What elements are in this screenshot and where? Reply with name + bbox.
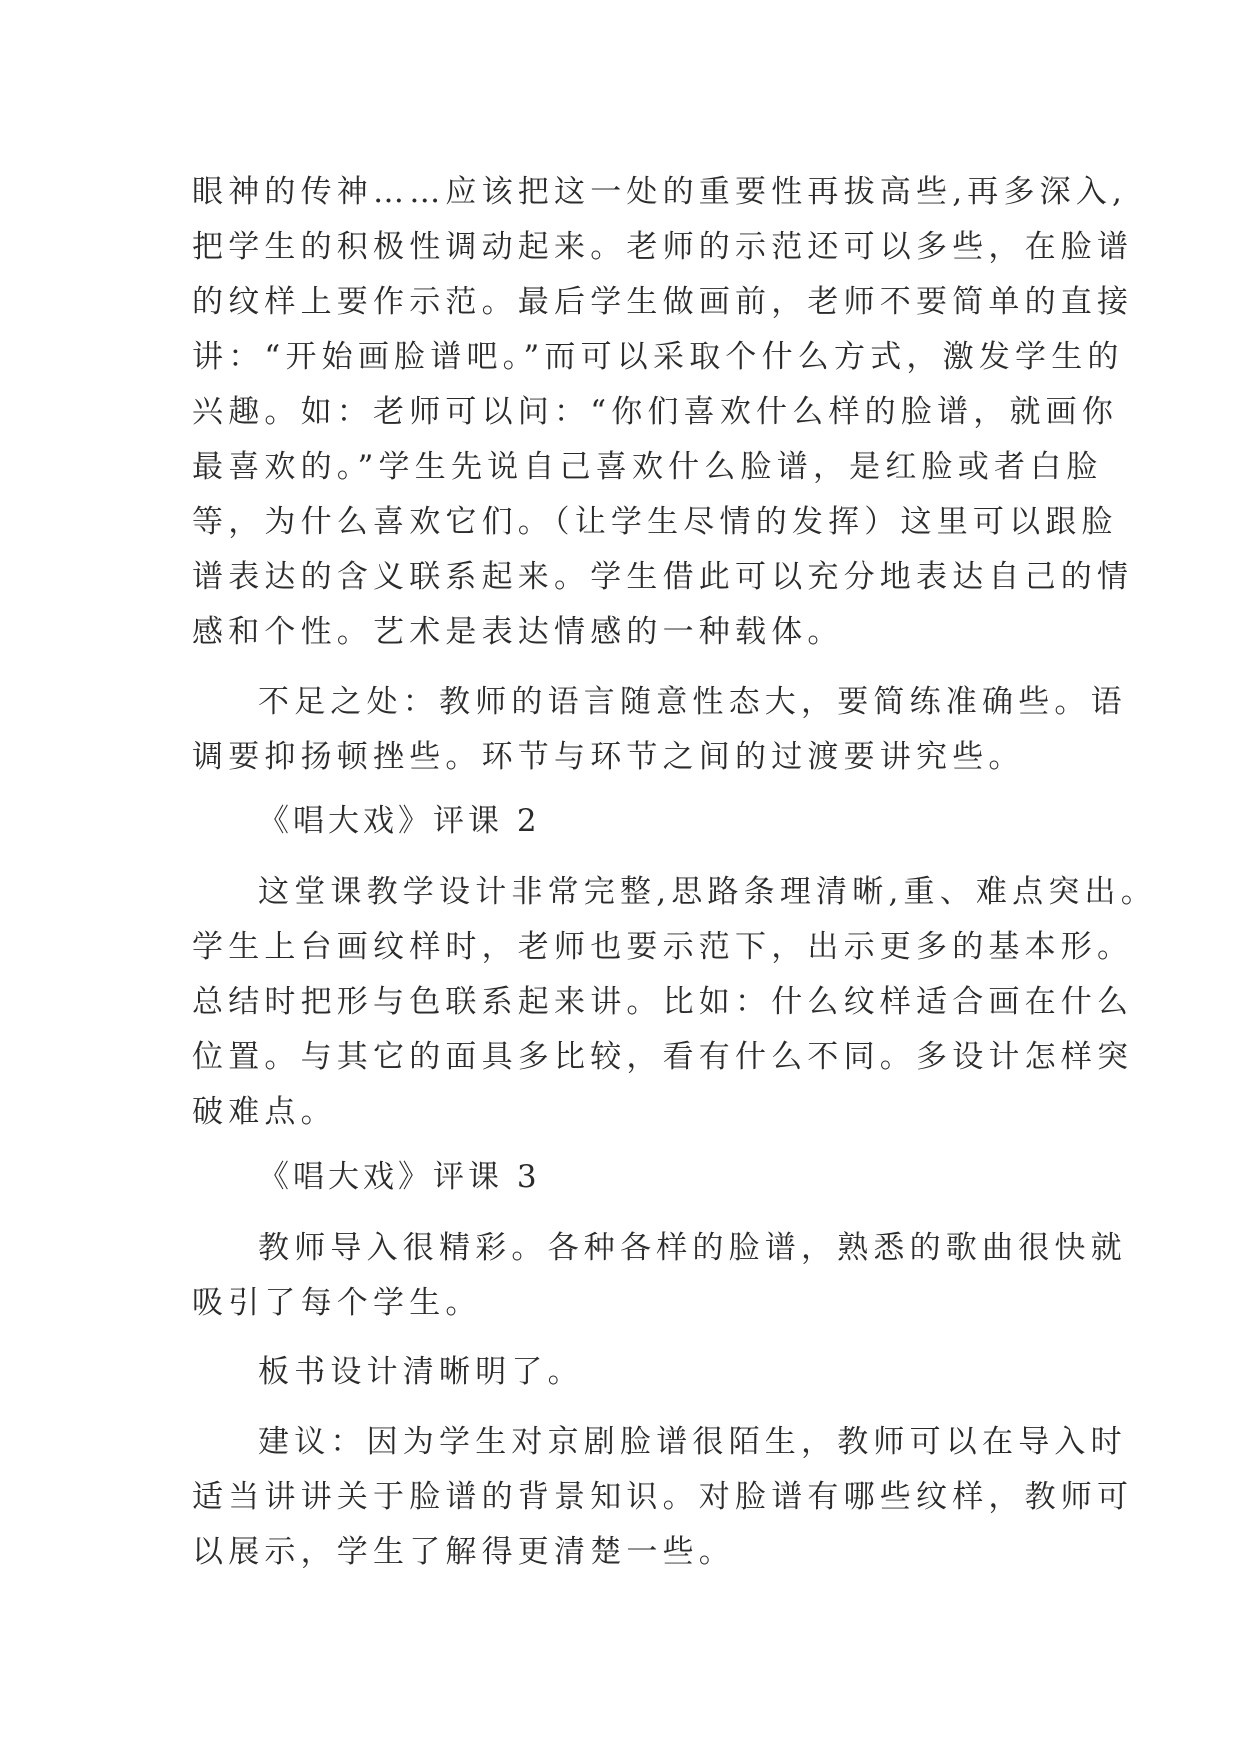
section-heading: 《唱大戏》评课 3 [258, 1159, 541, 1195]
text-line: 吸引了每个学生。 [192, 1285, 482, 1321]
text-line: 感和个性。艺术是表达情感的一种载体。 [192, 614, 844, 650]
text-line: 总结时把形与色联系起来讲。比如：什么纹样适合画在什么 [192, 984, 1134, 1020]
text-line: 适当讲讲关于脸谱的背景知识。对脸谱有哪些纹样，教师可 [192, 1479, 1134, 1515]
text-line: 把学生的积极性调动起来。老师的示范还可以多些，在脸谱 [192, 229, 1134, 265]
paragraph-first-line: 建议：因为学生对京剧脸谱很陌生，教师可以在导入时 [258, 1424, 1127, 1460]
text-line: 等，为什么喜欢它们。（让学生尽情的发挥）这里可以跟脸 [192, 504, 1118, 540]
text-line: 兴趣。如：老师可以问：“你们喜欢什么样的脸谱，就画你 [192, 394, 1119, 430]
paragraph-first-line: 不足之处：教师的语言随意性态大，要简练准确些。语 [258, 684, 1127, 720]
section-heading: 《唱大戏》评课 2 [258, 803, 541, 839]
paragraph-first-line: 教师导入很精彩。各种各样的脸谱，熟悉的歌曲很快就 [258, 1230, 1127, 1266]
text-line: 位置。与其它的面具多比较，看有什么不同。多设计怎样突 [192, 1039, 1134, 1075]
text-line: 学生上台画纹样时，老师也要示范下，出示更多的基本形。 [192, 929, 1134, 965]
text-line: 调要抑扬顿挫些。环节与环节之间的过渡要讲究些。 [192, 739, 1025, 775]
text-line: 的纹样上要作示范。最后学生做画前，老师不要简单的直接 [192, 284, 1134, 320]
text-line: 破难点。 [192, 1094, 337, 1130]
text-line: 以展示，学生了解得更清楚一些。 [192, 1534, 735, 1570]
text-line: 最喜欢的。”学生先说自己喜欢什么脸谱，是红脸或者白脸 [192, 449, 1103, 485]
text-line: 谱表达的含义联系起来。学生借此可以充分地表达自己的情 [192, 559, 1134, 595]
paragraph-first-line: 板书设计清晰明了。 [258, 1354, 584, 1390]
text-line: 讲：“开始画脸谱吧。”而可以采取个什么方式，激发学生的 [192, 339, 1124, 375]
paragraph-first-line: 这堂课教学设计非常完整,思路条理清晰,重、难点突出。 [258, 874, 1157, 910]
text-line: 眼神的传神……应该把这一处的重要性再拔高些,再多深入, [192, 174, 1128, 210]
